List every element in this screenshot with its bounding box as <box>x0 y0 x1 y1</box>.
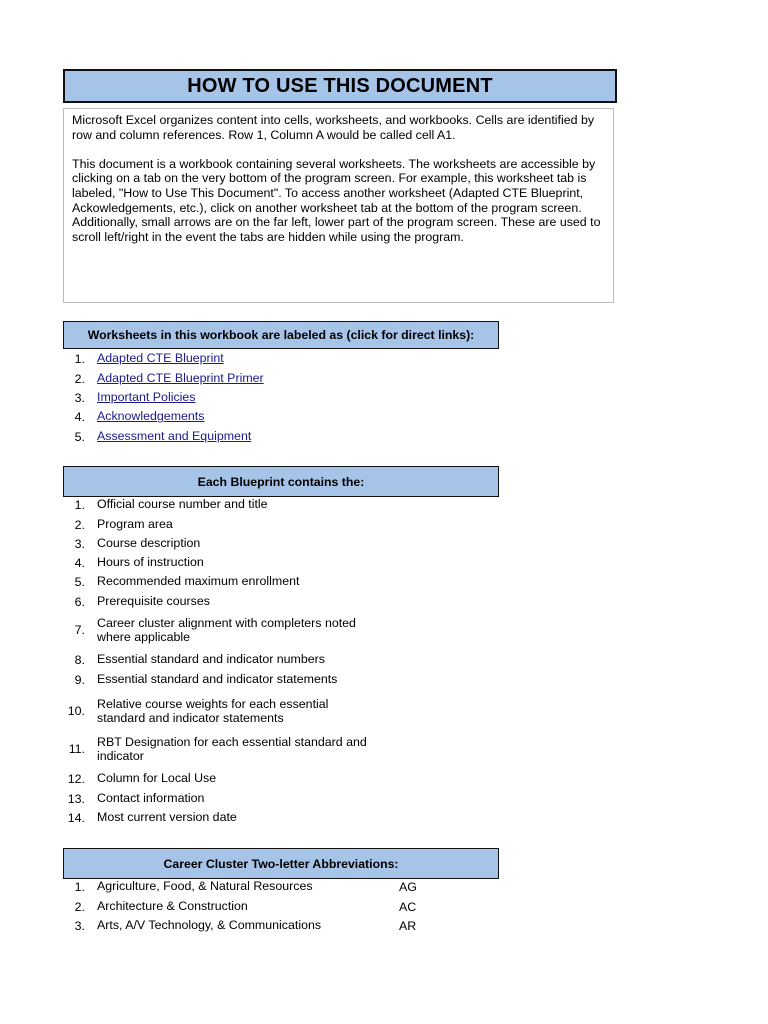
link-blueprint-primer[interactable]: Adapted CTE Blueprint Primer <box>97 371 264 386</box>
list-item <box>63 650 393 669</box>
item-number: 11. <box>68 742 85 756</box>
item-number: 1. <box>74 497 85 512</box>
item-number: 2. <box>74 371 85 386</box>
link-assessment-equipment[interactable]: Assessment and Equipment <box>97 429 252 444</box>
list-item <box>63 349 393 368</box>
link-adapted-cte-blueprint[interactable]: Adapted CTE Blueprint <box>97 351 224 366</box>
item-label: Agriculture, Food, & Natural Resources <box>97 879 313 894</box>
item-label: Architecture & Construction <box>97 899 248 914</box>
item-number: 5. <box>74 574 85 589</box>
item-label: Official course number and title <box>97 497 268 512</box>
intro-paragraph-1: Microsoft Excel organizes content into cells, worksheets, and workbooks. Cells are identified by row and column references. Row 1, Column A would be called cell A1. <box>72 113 595 142</box>
item-label: Program area <box>97 517 173 532</box>
list-item <box>63 733 393 765</box>
list-item <box>63 534 393 553</box>
item-label: Essential standard and indicator numbers <box>97 652 325 667</box>
item-label: Prerequisite courses <box>97 594 210 609</box>
item-number: 13. <box>67 791 85 806</box>
list-item <box>63 572 393 591</box>
list-item <box>63 808 393 827</box>
page-title: HOW TO USE THIS DOCUMENT <box>63 69 617 103</box>
intro-paragraph-2: This document is a workbook containing several worksheets. The worksheets are accessible by clicking on a tab on the very bottom of the program screen. For example, this worksheet tab is labeled, "How to Use This Document". To access another worksheet (Adapted CTE Blueprint, Ackowledgements, etc.), click on another worksheet tab at the bottom of the program screen. Additionally, small arrows are on the far left, lower part of the program screen. These are used to scroll left/right in the event the tabs are hidden while using the program. <box>72 156 601 244</box>
item-number: 5. <box>74 429 85 444</box>
link-important-policies[interactable]: Important Policies <box>97 390 196 405</box>
item-number: 3. <box>74 390 85 405</box>
item-label: Column for Local Use <box>97 771 217 786</box>
item-number: 1. <box>74 351 85 366</box>
worksheets-header: Worksheets in this workbook are labeled as (click for direct links): <box>63 321 499 349</box>
list-item <box>63 897 463 916</box>
list-item <box>63 553 393 572</box>
item-label: Relative course weights for each essential standard and indicator statements <box>97 696 329 725</box>
item-label: Recommended maximum enrollment <box>97 574 300 589</box>
list-item <box>63 515 393 534</box>
list-item <box>63 769 393 788</box>
intro-text-box <box>63 108 614 303</box>
item-number: 2. <box>74 517 85 532</box>
list-item <box>63 388 393 407</box>
list-item <box>63 407 393 426</box>
item-number: 7. <box>74 623 85 637</box>
item-label: Course description <box>97 536 201 551</box>
item-label: RBT Designation for each essential standard and indicator <box>97 734 367 763</box>
item-number: 3. <box>74 536 85 551</box>
item-label: Hours of instruction <box>97 555 204 570</box>
item-label: Contact information <box>97 791 205 806</box>
list-item <box>63 427 393 446</box>
list-item <box>63 695 393 727</box>
list-item <box>63 877 463 896</box>
item-number: 2. <box>74 899 85 914</box>
list-item <box>63 916 463 935</box>
list-item <box>63 369 393 388</box>
cluster-abbreviation: AR <box>399 918 417 933</box>
list-item <box>63 670 393 689</box>
item-number: 10. <box>67 704 85 718</box>
blueprint-header: Each Blueprint contains the: <box>63 466 499 497</box>
clusters-header: Career Cluster Two-letter Abbreviations: <box>63 848 499 879</box>
cluster-abbreviation: AG <box>399 879 417 894</box>
item-number: 9. <box>74 672 85 687</box>
item-number: 4. <box>74 555 85 570</box>
item-number: 4. <box>74 409 85 424</box>
item-number: 8. <box>74 652 85 667</box>
cluster-abbreviation: AC <box>399 899 417 914</box>
item-number: 12. <box>67 771 85 786</box>
item-label: Arts, A/V Technology, & Communications <box>97 918 322 933</box>
item-label: Most current version date <box>97 810 237 825</box>
item-number: 14. <box>67 810 85 825</box>
item-number: 6. <box>74 594 85 609</box>
list-item <box>63 592 393 611</box>
list-item <box>63 495 393 514</box>
item-number: 1. <box>74 879 85 894</box>
link-acknowledgements[interactable]: Acknowledgements <box>97 409 205 424</box>
item-label: Essential standard and indicator statements <box>97 672 338 687</box>
list-item <box>63 614 393 646</box>
item-number: 3. <box>74 918 85 933</box>
list-item <box>63 789 393 808</box>
item-label: Career cluster alignment with completers noted where applicable <box>97 615 356 644</box>
